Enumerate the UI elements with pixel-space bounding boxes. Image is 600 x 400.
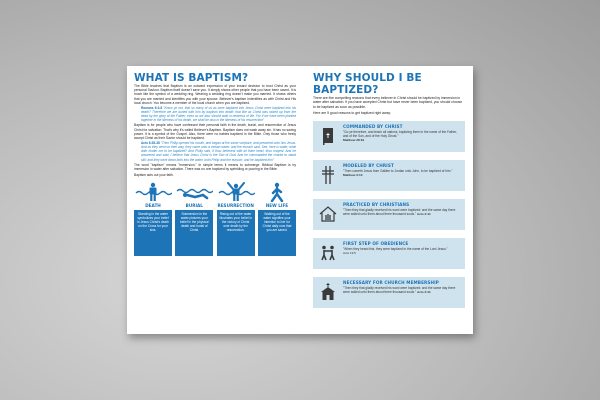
rising-person-icon: [217, 182, 255, 202]
reason-quote: "When they heard this, they were baptized in the name of the Lord Jesus.": [343, 247, 448, 252]
submerged-person-icon: [175, 182, 213, 202]
stage-label: BURIAL: [185, 202, 203, 208]
reason-church-membership: [313, 277, 465, 308]
stage-description: Walking out of the water signifies your intention to live for Christ daily now that you are saved.: [258, 210, 296, 256]
romans-verse-text: "Know ye not, that so many of us as were baptized into Jesus Christ were baptized into his death? Therefore we are buried with him by baptism into death: that like as Christ was raised up from the dead by the glory of the Father, even so we also should walk in newness of life. For if we have been planted together in the likeness of his death, we shall be also in the likeness of his resurrection": [141, 106, 297, 123]
reason-quote: "Then they that gladly received his word were baptized: and the same day there were added unto them about three thousand souls." Acts 2:41: [343, 208, 456, 217]
acts-verse-ref: Acts 8:35-38: [141, 141, 160, 146]
reason-quote: "Go ye therefore, and teach all nations, baptizing them in the name of the Father, and of the Son, and of the Holy Ghost.": [343, 130, 458, 139]
reason-ref: Acts 19:5: [343, 251, 356, 256]
intro-paragraph: The Bible teaches that Baptism is an outward expression of your inward decision to trust Christ as your personal Saviour. Baptism itself doesn't save you. It simply shows other people that you have been saved. It is much like the symbol of a wedding ring. Wearing a wedding ring doesn't make you married. It shows others that you are married and identifies you with your spouse. Believer's baptism indentifies as with Christ and His local church. You become a member of the local church when you are baptized.: [134, 84, 296, 105]
five-reasons-intro: Here are 5 good reasons to get baptized right away:: [313, 111, 392, 116]
reason-practiced: [313, 199, 465, 230]
stage-description: Submersion in the water pictures your belief in the physical death and burial of Christ.: [175, 210, 213, 256]
stage-resurrection: [217, 182, 255, 208]
acts-verse-text: "Then Philip opened his mouth, and began at the same scripture, and preached unto him Jesus. And as they went on their way, they came unto a certain water: and the eunuch said, See, here is water; what doth hinder me to be baptized? And Philip said, If thou believest with all thine heart, thou mayest. And he answered and said, I believe that Jesus Christ is the Son of God. And he commanded the chariot to stand still: and they went down both into the water, both Philip and the eunuch; and he baptized him": [141, 141, 296, 162]
baptism-stages-icons: [134, 182, 296, 208]
reason-ref: Matthew 28:19: [343, 138, 365, 143]
two-people-icon: [320, 245, 336, 261]
immersion-paragraph: The word "baptism" means "immersion." In simple terms it means to submerge. Biblical Baptism is by immersion in water after salvation. There was no one baptized by sprinkling or pouring in the Bible.: [134, 162, 296, 171]
why-intro-paragraph: There are five compelling reasons that every believer in Christ should be baptized by immersion in water after salvation. If you have accepted Christ but have never been baptized, you should choose to be baptized as soon as possible.: [313, 96, 463, 109]
reason-modeled: [313, 160, 465, 191]
cross-icon: [321, 166, 335, 184]
stage-burial: [175, 182, 213, 208]
stage-description: Rising out of the water illustrates your belief in the victory of Christ over death by the resurrection.: [217, 210, 255, 256]
reason-ref: Acts 2:41: [416, 290, 431, 295]
walking-person-icon: [258, 182, 296, 202]
what-is-baptism-column: [134, 72, 296, 256]
reason-first-step: [313, 238, 465, 269]
bible-icon: [322, 127, 334, 145]
stage-death: [134, 182, 172, 208]
reason-title: PRACTICED BY CHRISTIANS: [343, 201, 410, 207]
why-baptized-heading: WHY SHOULD I BE BAPTIZED?: [313, 72, 422, 96]
church-family-icon: [319, 206, 337, 222]
baptism-stages-descriptions: [134, 210, 296, 256]
reason-ref: Matthew 3:13: [343, 173, 363, 178]
stage-label: NEW LIFE: [265, 202, 289, 208]
acts-out-faith-text: Baptism acts out your faith.: [134, 172, 174, 177]
stage-description: Standing in the water symbolizes your belief in Jesus Christ's death on the Cross for your sins.: [134, 210, 172, 256]
believers-baptism-paragraph: Baptism is for people who have confessed their personal faith in the death, burial, and resurrection of Jesus Christ for salvation. That's why it's called Believer's Baptism. Baptism does not wash away sin. It has no saving power. It is a symbol of the Gospel. Also, there were no babies baptized in the Bible. Only those who freely accept Christ as their Savior should be baptized.: [134, 123, 296, 140]
reason-commanded: [313, 121, 465, 152]
why-baptized-column: [313, 72, 465, 308]
stage-label: DEATH: [145, 202, 161, 208]
romans-verse-ref: Romans 6:3-5: [141, 106, 163, 111]
stage-new-life: [258, 182, 296, 208]
acts-verse: [134, 141, 296, 161]
church-building-icon: [320, 283, 336, 301]
what-is-baptism-heading: WHAT IS BAPTISM?: [134, 72, 249, 84]
reason-title: MODELED BY CHRIST: [343, 162, 394, 168]
reason-quote: "Then cometh Jesus from Galilee to Jordan unto John, to be baptized of him.": [343, 169, 453, 174]
reason-title: FIRST STEP OF OBEDIENCE: [343, 240, 409, 246]
standing-in-water-icon: [134, 182, 172, 202]
reason-title: NECESSARY FOR CHURCH MEMBERSHIP: [343, 279, 439, 285]
reason-quote: "Then they that gladly received his word were baptized: and the same day there were added unto them about three thousand souls." Acts 2:41: [343, 286, 456, 295]
romans-verse: [134, 106, 296, 122]
reason-title: COMMANDED BY CHRIST: [343, 123, 403, 129]
stage-label: RESURRECTION: [217, 202, 254, 208]
reason-ref: Acts 2:41: [416, 212, 431, 217]
brochure-page: [127, 66, 473, 334]
